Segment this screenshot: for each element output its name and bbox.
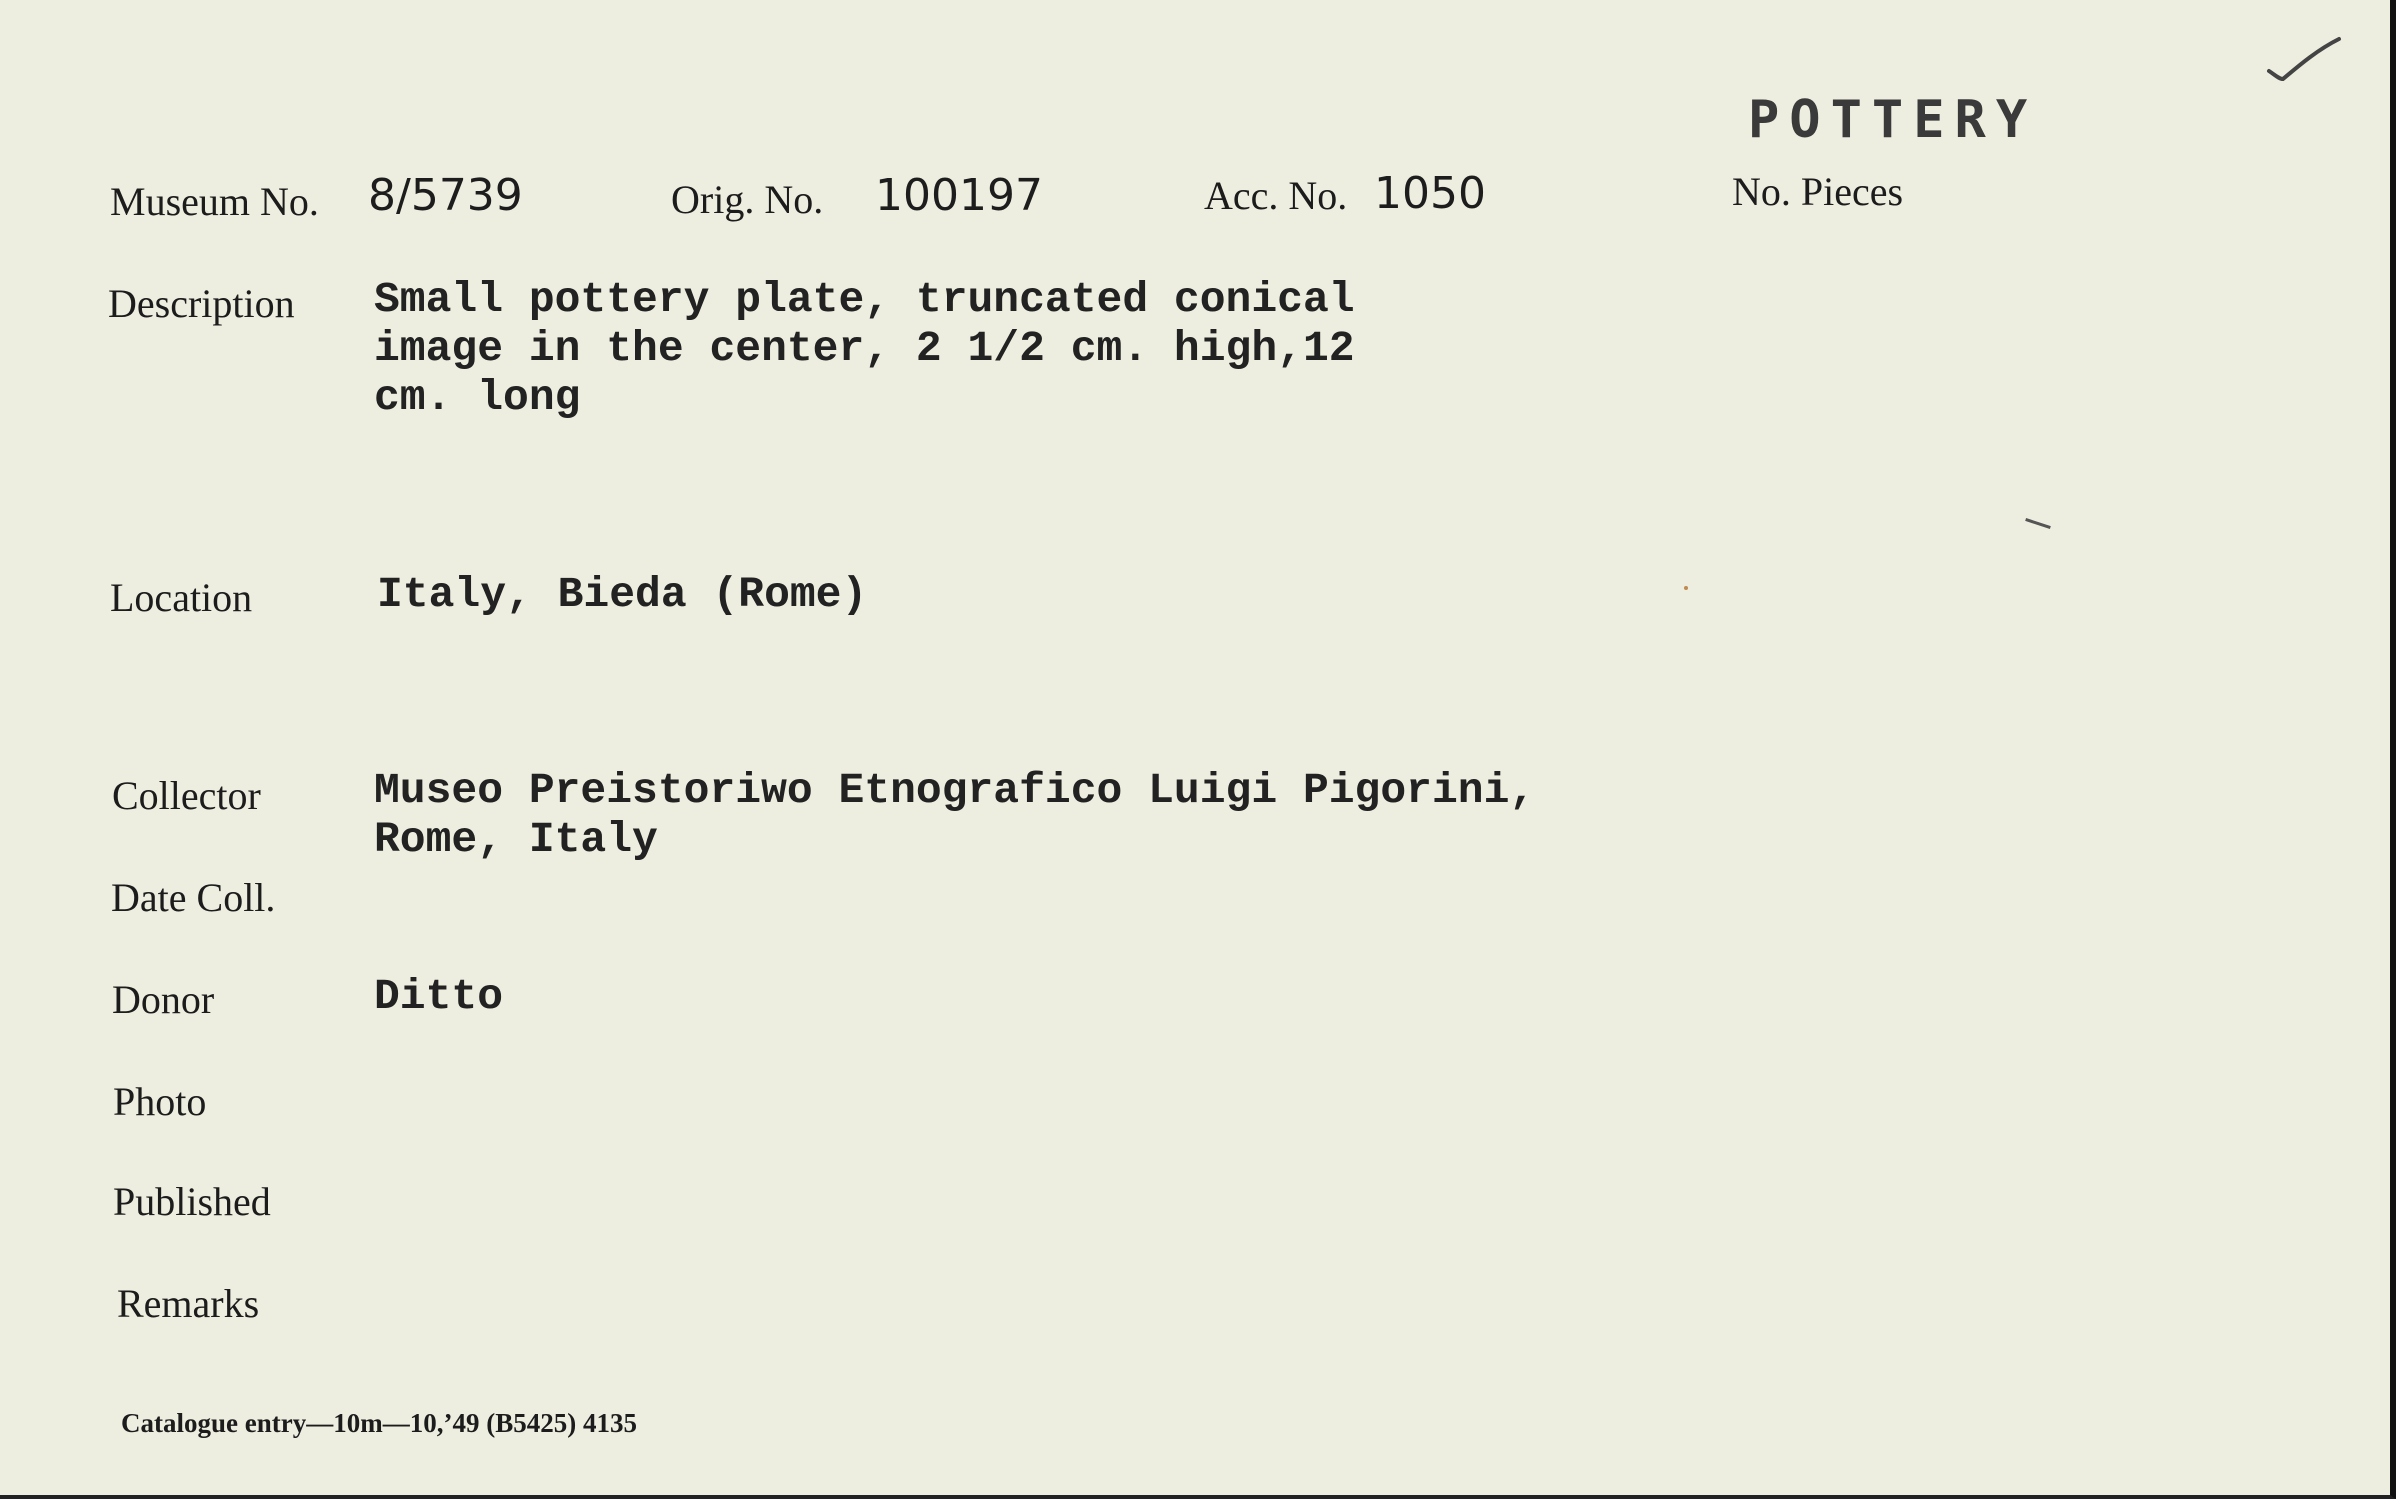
- description-line: Small pottery plate, truncated conical: [374, 275, 1355, 324]
- donor-value: Ditto: [374, 972, 504, 1021]
- museum-no-label: Museum No.: [110, 179, 319, 224]
- description-value: [374, 275, 1355, 422]
- stray-mark: [2025, 518, 2051, 529]
- remarks-label: Remarks: [117, 1281, 260, 1326]
- check-mark-icon: [2265, 35, 2345, 85]
- description-line: image in the center, 2 1/2 cm. high,12: [374, 324, 1355, 373]
- orig-no-value: 100197: [875, 170, 1043, 221]
- acc-no-value: 1050: [1374, 168, 1486, 219]
- stray-dot: [1684, 586, 1688, 590]
- photo-label: Photo: [113, 1079, 207, 1124]
- museum-no-value: 8/5739: [368, 170, 523, 221]
- collector-value: [374, 766, 1535, 864]
- collector-label: Collector: [112, 773, 261, 818]
- date-coll-label: Date Coll.: [111, 875, 276, 920]
- location-value: Italy, Bieda (Rome): [377, 570, 868, 619]
- description-label: Description: [108, 281, 295, 326]
- donor-label: Donor: [112, 977, 215, 1022]
- collector-line: Museo Preistoriwo Etnografico Luigi Pigorini,: [374, 766, 1536, 815]
- description-line: cm. long: [374, 373, 581, 422]
- published-label: Published: [113, 1179, 271, 1224]
- location-label: Location: [110, 575, 253, 620]
- collector-line: Rome, Italy: [374, 815, 658, 864]
- category-stamp: POTTERY: [1748, 90, 2038, 150]
- no-pieces-label: No. Pieces: [1732, 169, 1904, 214]
- catalogue-footer: Catalogue entry—10m—10,’49 (B5425) 4135: [121, 1408, 637, 1438]
- orig-no-label: Orig. No.: [671, 177, 824, 222]
- acc-no-label: Acc. No.: [1204, 173, 1348, 218]
